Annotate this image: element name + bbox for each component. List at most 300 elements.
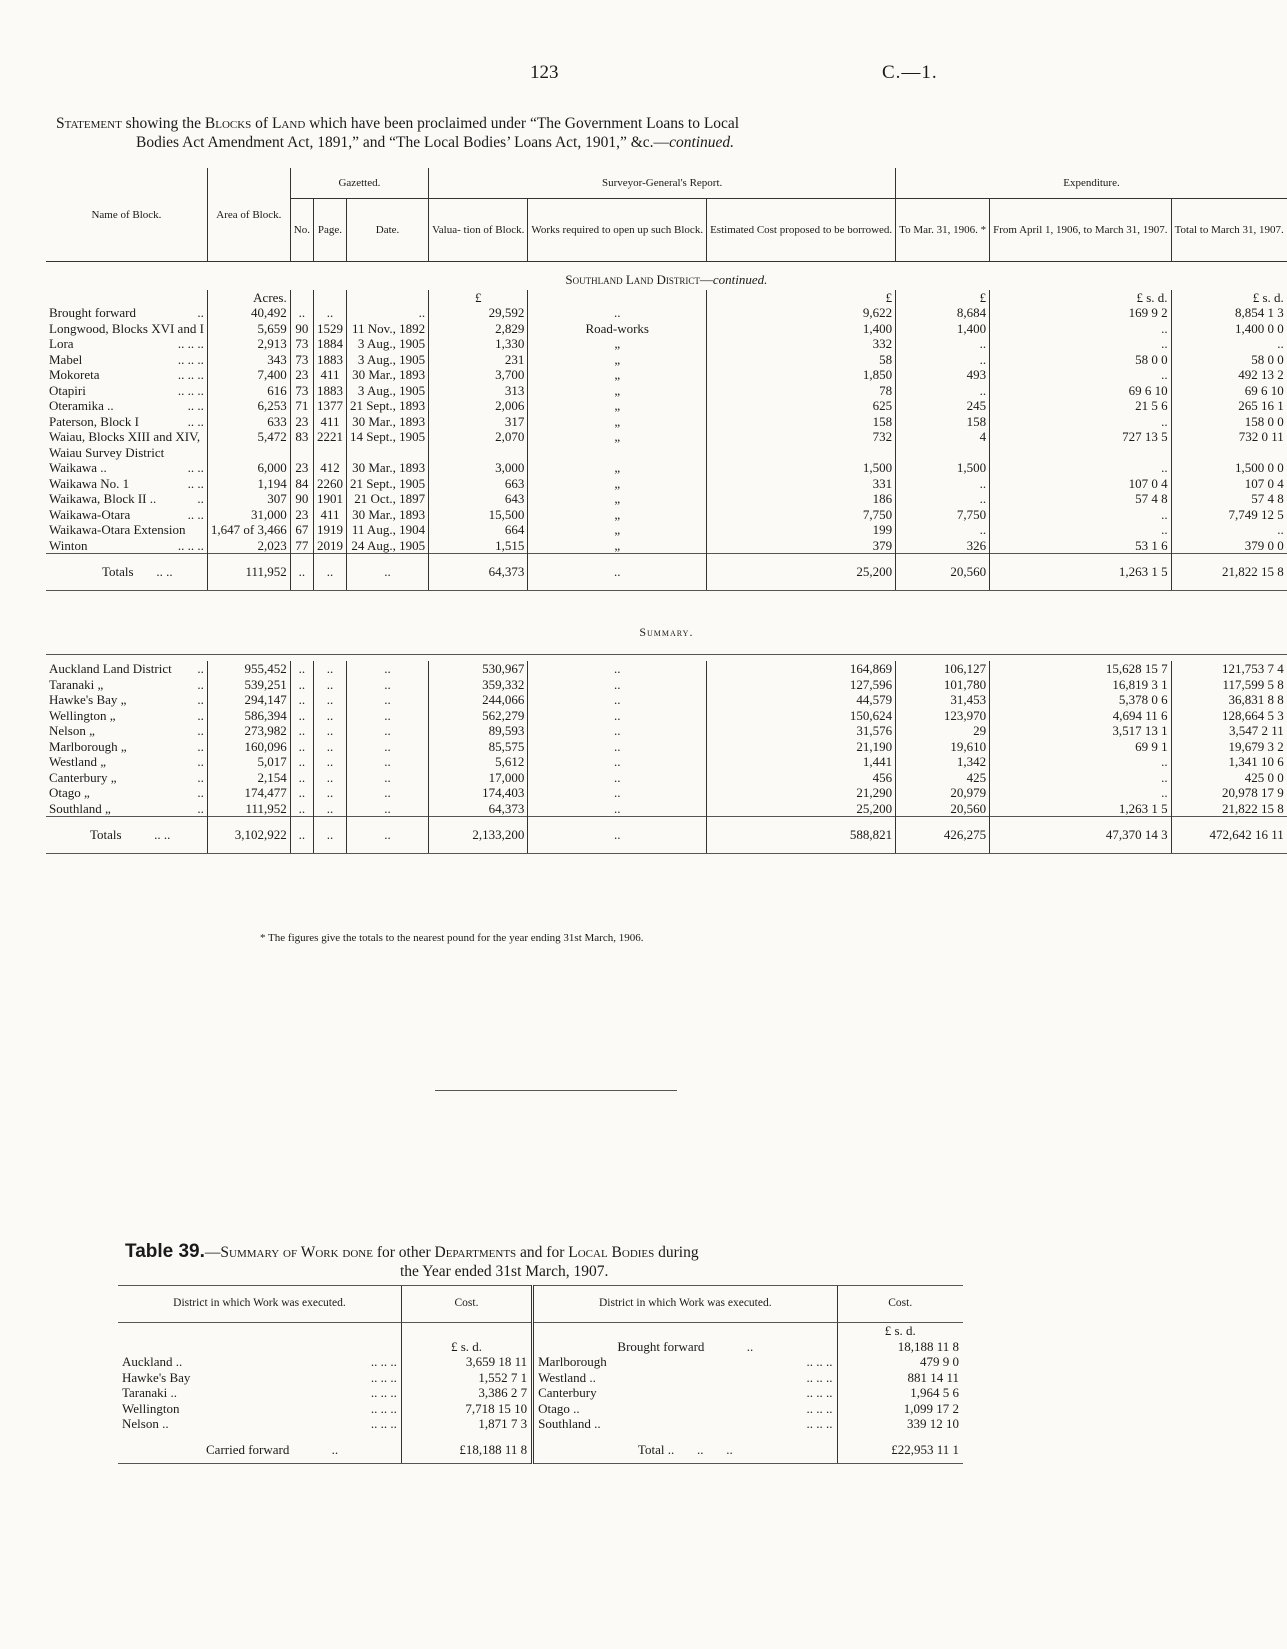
cell-from: 4,694 11 6 [990, 708, 1171, 724]
cell-page [313, 445, 346, 461]
cell-to: 31,453 [896, 692, 990, 708]
block-name: Winton .. .. .. [49, 537, 204, 553]
cell-to: 123,970 [896, 708, 990, 724]
table-39-heading [125, 1242, 1005, 1281]
cell-area: 111,952 [207, 801, 290, 817]
cell-area: 294,147 [207, 692, 290, 708]
divider [435, 1090, 677, 1091]
district-name: Hawke's Bay „ .. [49, 692, 204, 707]
cell-area: 616 [207, 383, 290, 399]
cell-from: 57 4 8 [990, 491, 1171, 507]
cell-from: .. [990, 414, 1171, 430]
cell-val: 244,066 [429, 692, 528, 708]
cell-date: 11 Nov., 1892 [346, 321, 428, 337]
cell-est: 331 [707, 476, 896, 492]
summary-row: Southland „ .. 111,952 .. .. .. 64,373 .. 25,200 20,560 1,263 1 5 21,822 15 8 [46, 801, 1287, 817]
cell-no: 23 [290, 460, 313, 476]
cell-to: 4 [896, 429, 990, 445]
cell-val: 15,500 [429, 507, 528, 523]
summary-row: Canterbury „ .. 2,154 .. .. .. 17,000 .. 456 425 .. 425 0 0 [46, 770, 1287, 786]
block-name: Mabel .. .. .. [49, 351, 204, 367]
cell-area: 6,000 [207, 460, 290, 476]
cell-date: 11 Aug., 1904 [346, 522, 428, 538]
t39-cost-header-left: Cost. [401, 1286, 532, 1323]
table-39-line-1: Table 39.—Summary of Work done for other Departments and for Local Bodies during [125, 1241, 699, 1262]
cell-area: 40,492 [207, 305, 290, 321]
cell-est: 732 [707, 429, 896, 445]
cell-area: 5,659 [207, 321, 290, 337]
t39-row [118, 1401, 963, 1417]
cell-date: 21 Sept., 1905 [346, 476, 428, 492]
district-name: Southland „ .. [49, 800, 204, 816]
table-39: District in which Work was executed. Cost. District in which Work was executed. Cost. £ s. d. £ s. d. Brought forward .. 18,188 11 8 Auckland .. .. .. .. 3,659 18 11 Marlborough .. .. .. 479 9 0 Hawke's Bay .. .. .. 1,552 7 1 Westland .. .. .. .. 881 14 11 Taranaki .. .. .. .. 3,386 2 7 Canterbury .. .. .. 1,964 5 6 Wellington .. .. .. 7,718 15 10 Otago .. .. .. .. 1,099 17 2 Nelson .. .. .. .. 1,871 7 3 Southland .. .. .. .. 339 12 10 Carried forward .. £18,188 11 8 Total .. .. .. £22,953 11 1 [118, 1285, 963, 1464]
table-row [46, 367, 1287, 383]
t39-cost-left: 7,718 15 10 [401, 1401, 532, 1417]
cell-date: 21 Sept., 1893 [346, 398, 428, 414]
cell-date: 21 Oct., 1897 [346, 491, 428, 507]
cell-to: 8,684 [896, 305, 990, 321]
col-from-apr-header: From April 1, 1906, to March 31, 1907. [990, 199, 1171, 262]
cell-area: 343 [207, 352, 290, 368]
cell-val: 643 [429, 491, 528, 507]
cell-date: 30 Mar., 1893 [346, 367, 428, 383]
cell-area [207, 445, 290, 461]
t39-district-left: Taranaki .. .. .. .. [122, 1385, 397, 1400]
cell-total: 1,500 0 0 [1171, 460, 1287, 476]
cell-no: .. [290, 305, 313, 321]
cell-no: 73 [290, 383, 313, 399]
cell-total: 732 0 11 [1171, 429, 1287, 445]
cell-works: „ [528, 476, 707, 492]
cell-est: 78 [707, 383, 896, 399]
cell-to: 245 [896, 398, 990, 414]
summary-row: Taranaki „ .. 539,251 .. .. .. 359,332 .. 127,596 101,780 16,819 3 1 117,599 5 8 [46, 677, 1287, 693]
cell-total [1171, 445, 1287, 461]
section-title: Southland Land District—continued. [565, 272, 768, 287]
cell-to: 7,750 [896, 507, 990, 523]
cell-area: 2,154 [207, 770, 290, 786]
cell-area: 5,017 [207, 754, 290, 770]
cell-works: „ [528, 352, 707, 368]
block-name: Brought forward .. [49, 305, 204, 320]
table-row [46, 445, 1287, 461]
table-row [46, 305, 1287, 321]
heading-line-2: Bodies Act Amendment Act, 1891,” and “The Local Bodies’ Loans Act, 1901,” &c.—continued. [136, 134, 735, 151]
cell-total: 1,400 0 0 [1171, 321, 1287, 337]
cell-total: 58 0 0 [1171, 352, 1287, 368]
t39-cost-left: 3,386 2 7 [401, 1385, 532, 1401]
cell-est: 127,596 [707, 677, 896, 693]
cell-est: 186 [707, 491, 896, 507]
cell-val: 317 [429, 414, 528, 430]
cell-val: 1,515 [429, 538, 528, 554]
table-row [46, 522, 1287, 538]
cell-val: 85,575 [429, 739, 528, 755]
cell-val: 17,000 [429, 770, 528, 786]
summary-row: Auckland Land District .. 955,452 .. .. .. 530,967 .. 164,869 106,127 15,628 15 7 121,753 7 4 [46, 661, 1287, 677]
cell-date: .. [346, 305, 428, 321]
cell-date: 3 Aug., 1905 [346, 336, 428, 352]
table-row [46, 460, 1287, 476]
cell-no: 23 [290, 507, 313, 523]
t39-cost-left: 1,871 7 3 [401, 1416, 532, 1432]
cell-page: 411 [313, 507, 346, 523]
page-number: 123 [530, 62, 559, 83]
cell-est: 21,190 [707, 739, 896, 755]
cell-page: 2260 [313, 476, 346, 492]
cell-from: .. [990, 460, 1171, 476]
table-row [46, 321, 1287, 337]
cell-est: 1,850 [707, 367, 896, 383]
cell-to: 29 [896, 723, 990, 739]
cell-works: „ [528, 538, 707, 554]
cell-to: 20,560 [896, 801, 990, 817]
cell-to: 326 [896, 538, 990, 554]
cell-from: .. [990, 507, 1171, 523]
cell-works: „ [528, 367, 707, 383]
t39-district-left: Auckland .. .. .. .. [122, 1354, 397, 1369]
cell-to: 19,610 [896, 739, 990, 755]
district-name: Taranaki „ .. [49, 676, 204, 692]
cell-total: 3,547 2 11 [1171, 723, 1287, 739]
cell-no [290, 445, 313, 461]
cell-page: 1919 [313, 522, 346, 538]
statement-heading [56, 114, 1056, 152]
t39-district-left: Wellington .. .. .. [122, 1400, 397, 1416]
cell-from: 727 13 5 [990, 429, 1171, 445]
cell-area: 7,400 [207, 367, 290, 383]
cell-to: 158 [896, 414, 990, 430]
block-name: Oteramika .. .. .. [49, 398, 204, 413]
t39-district-header-right: District in which Work was executed. [533, 1286, 837, 1323]
cell-to: .. [896, 336, 990, 352]
summary-row: Hawke's Bay „ .. 294,147 .. .. .. 244,066 .. 44,579 31,453 5,378 0 6 36,831 8 8 [46, 692, 1287, 708]
col-date-header: Date. [346, 199, 428, 262]
cell-area: 633 [207, 414, 290, 430]
cell-page: 2019 [313, 538, 346, 554]
cell-area: 6,253 [207, 398, 290, 414]
district-name: Marlborough „ .. [49, 738, 204, 754]
cell-est: 21,290 [707, 785, 896, 801]
col-page-header: Page. [313, 199, 346, 262]
cell-val: 3,700 [429, 367, 528, 383]
cell-val: 359,332 [429, 677, 528, 693]
col-expenditure-header: Expenditure. [896, 168, 1287, 199]
table-row [46, 398, 1287, 414]
cell-date: 24 Aug., 1905 [346, 538, 428, 554]
cell-page: 1883 [313, 383, 346, 399]
cell-from: 58 0 0 [990, 352, 1171, 368]
cell-works: „ [528, 507, 707, 523]
cell-to [896, 445, 990, 461]
cell-est: 1,441 [707, 754, 896, 770]
cell-date: 30 Mar., 1893 [346, 507, 428, 523]
cell-to: .. [896, 383, 990, 399]
cell-area: 586,394 [207, 708, 290, 724]
cell-area: 1,194 [207, 476, 290, 492]
table-row [46, 476, 1287, 492]
cell-page: 2221 [313, 429, 346, 445]
cell-to: .. [896, 352, 990, 368]
t39-total-value: £22,953 11 1 [837, 1432, 963, 1464]
t39-district-right: Marlborough .. .. .. [533, 1354, 837, 1370]
col-gazetted-header: Gazetted. [290, 168, 428, 199]
cell-est: 332 [707, 336, 896, 352]
cell-to: .. [896, 491, 990, 507]
district-name: Wellington „ .. [49, 707, 204, 723]
col-total-header: Total to March 31, 1907. [1171, 199, 1287, 262]
table-row [46, 383, 1287, 399]
summary-row: Otago „ .. 174,477 .. .. .. 174,403 .. 21,290 20,979 .. 20,978 17 9 [46, 785, 1287, 801]
cell-to: .. [896, 522, 990, 538]
cell-works: „ [528, 336, 707, 352]
summary-row: Westland „ .. 5,017 .. .. .. 5,612 .. 1,441 1,342 .. 1,341 10 6 [46, 754, 1287, 770]
block-name: Waikawa No. 1 .. .. [49, 475, 204, 491]
cell-from: 1,263 1 5 [990, 801, 1171, 817]
cell-to: 1,500 [896, 460, 990, 476]
t39-carried-forward: Carried forward .. [118, 1432, 401, 1464]
t39-cost-right: 1,099 17 2 [837, 1401, 963, 1417]
cell-no: 67 [290, 522, 313, 538]
cell-from: .. [990, 770, 1171, 786]
cell-from: 69 9 1 [990, 739, 1171, 755]
cell-from: .. [990, 522, 1171, 538]
totals-row: Totals .. .. 111,952 .. .. .. 64,373 .. 25,200 20,560 1,263 1 5 21,822 15 8 [46, 554, 1287, 591]
table-39-line-2: the Year ended 31st March, 1907. [400, 1263, 609, 1280]
cell-total: 21,822 15 8 [1171, 801, 1287, 817]
blocks-table [46, 168, 1287, 854]
cell-from: 21 5 6 [990, 398, 1171, 414]
cell-total: 8,854 1 3 [1171, 305, 1287, 321]
cell-date: 3 Aug., 1905 [346, 383, 428, 399]
cell-no: 83 [290, 429, 313, 445]
cell-works: „ [528, 460, 707, 476]
cell-val: 5,612 [429, 754, 528, 770]
cell-val: 313 [429, 383, 528, 399]
cell-no: 77 [290, 538, 313, 554]
cell-works: Road-works [528, 321, 707, 337]
cell-val: 231 [429, 352, 528, 368]
t39-row [118, 1416, 963, 1432]
cell-page: 411 [313, 367, 346, 383]
t39-district-right: Southland .. .. .. .. [533, 1416, 837, 1432]
cell-from: .. [990, 754, 1171, 770]
cell-date: 3 Aug., 1905 [346, 352, 428, 368]
t39-cost-left: 1,552 7 1 [401, 1370, 532, 1386]
cell-est: 9,622 [707, 305, 896, 321]
cell-total: 265 16 1 [1171, 398, 1287, 414]
cell-est: 164,869 [707, 661, 896, 677]
cell-date [346, 445, 428, 461]
cell-works: .. [528, 305, 707, 321]
cell-from: .. [990, 367, 1171, 383]
cell-total: 117,599 5 8 [1171, 677, 1287, 693]
cell-total: 57 4 8 [1171, 491, 1287, 507]
cell-area: 2,913 [207, 336, 290, 352]
cell-to: 1,400 [896, 321, 990, 337]
col-no-header: No. [290, 199, 313, 262]
cell-val: 530,967 [429, 661, 528, 677]
cell-total: 492 13 2 [1171, 367, 1287, 383]
cell-no: 73 [290, 352, 313, 368]
t39-brought-forward: Brought forward .. [533, 1339, 837, 1355]
cell-val: 664 [429, 522, 528, 538]
cell-total: .. [1171, 336, 1287, 352]
block-name: Mokoreta .. .. .. [49, 367, 204, 382]
cell-est: 7,750 [707, 507, 896, 523]
cell-works [528, 445, 707, 461]
cell-to: 101,780 [896, 677, 990, 693]
cell-est: 625 [707, 398, 896, 414]
cell-val: 3,000 [429, 460, 528, 476]
t39-district-header-left: District in which Work was executed. [118, 1286, 401, 1323]
cell-area: 160,096 [207, 739, 290, 755]
table-row [46, 352, 1287, 368]
cell-est: 158 [707, 414, 896, 430]
cell-total: 107 0 4 [1171, 476, 1287, 492]
cell-works: „ [528, 383, 707, 399]
district-name: Otago „ .. [49, 785, 204, 800]
cell-page: 1901 [313, 491, 346, 507]
cell-works: „ [528, 398, 707, 414]
cell-page: 1883 [313, 352, 346, 368]
cell-from: 169 9 2 [990, 305, 1171, 321]
cell-est: 199 [707, 522, 896, 538]
cell-total: .. [1171, 522, 1287, 538]
cell-no: 23 [290, 414, 313, 430]
cell-total: 19,679 3 2 [1171, 739, 1287, 755]
cell-val: 2,829 [429, 321, 528, 337]
cell-from: .. [990, 321, 1171, 337]
district-name: Westland „ .. [49, 754, 204, 769]
cell-total: 128,664 5 3 [1171, 708, 1287, 724]
cell-from: .. [990, 785, 1171, 801]
cell-val: 562,279 [429, 708, 528, 724]
cell-val: 64,373 [429, 801, 528, 817]
block-name: Otapiri .. .. .. [49, 382, 204, 398]
cell-area: 174,477 [207, 785, 290, 801]
cell-est: 150,624 [707, 708, 896, 724]
table-row [46, 429, 1287, 445]
cell-works: „ [528, 429, 707, 445]
t39-total: Total .. .. .. [533, 1432, 837, 1464]
cell-date: 30 Mar., 1893 [346, 414, 428, 430]
cell-no: 84 [290, 476, 313, 492]
cell-val: 29,592 [429, 305, 528, 321]
t39-cost-right: 339 12 10 [837, 1416, 963, 1432]
cell-area: 955,452 [207, 661, 290, 677]
cell-val: 174,403 [429, 785, 528, 801]
cell-total: 1,341 10 6 [1171, 754, 1287, 770]
col-name-header: Name of Block. [46, 168, 207, 262]
block-name: Waiau, Blocks XIII and XIV, [49, 429, 201, 444]
cell-area: 539,251 [207, 677, 290, 693]
cell-total: 158 0 0 [1171, 414, 1287, 430]
cell-total: 379 0 0 [1171, 538, 1287, 554]
block-name: Waikawa, Block II .. .. [49, 491, 204, 506]
cell-date: 14 Sept., 1905 [346, 429, 428, 445]
cell-area: 273,982 [207, 723, 290, 739]
cell-total: 7,749 12 5 [1171, 507, 1287, 523]
cell-works: „ [528, 522, 707, 538]
block-name: Longwood, Blocks XVI and I [49, 320, 204, 336]
cell-works: „ [528, 414, 707, 430]
table-row [46, 491, 1287, 507]
table-row [46, 507, 1287, 523]
t39-district-right: Westland .. .. .. .. [533, 1370, 837, 1386]
cell-val [429, 445, 528, 461]
cell-to: 425 [896, 770, 990, 786]
table-row [46, 336, 1287, 352]
summary-row: Marlborough „ .. 160,096 .. .. .. 85,575 .. 21,190 19,610 69 9 1 19,679 3 2 [46, 739, 1287, 755]
cell-est: 58 [707, 352, 896, 368]
t39-district-right: Canterbury .. .. .. [533, 1385, 837, 1401]
t39-district-right: Otago .. .. .. .. [533, 1401, 837, 1417]
t39-district-left: Nelson .. .. .. .. [122, 1416, 397, 1431]
cell-page: 1377 [313, 398, 346, 414]
col-estimated-header: Estimated Cost proposed to be borrowed. [707, 199, 896, 262]
cell-from: 107 0 4 [990, 476, 1171, 492]
cell-from: 69 6 10 [990, 383, 1171, 399]
cell-total: 20,978 17 9 [1171, 785, 1287, 801]
block-name: Waikawa-Otara Extension [49, 522, 186, 537]
cell-area: 307 [207, 491, 290, 507]
t39-cost-right: 479 9 0 [837, 1354, 963, 1370]
t39-brought-forward-value: 18,188 11 8 [837, 1339, 963, 1355]
t39-district-left: Hawke's Bay .. .. .. [122, 1369, 397, 1385]
cell-page: 1884 [313, 336, 346, 352]
cell-no: 71 [290, 398, 313, 414]
cell-from: 3,517 13 1 [990, 723, 1171, 739]
cell-total: 36,831 8 8 [1171, 692, 1287, 708]
cell-no: 73 [290, 336, 313, 352]
summary-row: Wellington „ .. 586,394 .. .. .. 562,279 .. 150,624 123,970 4,694 11 6 128,664 5 3 [46, 708, 1287, 724]
cell-est: 1,500 [707, 460, 896, 476]
cell-no: 23 [290, 367, 313, 383]
t39-row [118, 1385, 963, 1401]
summary-row: Nelson „ .. 273,982 .. .. .. 89,593 .. 31,576 29 3,517 13 1 3,547 2 11 [46, 723, 1287, 739]
cell-date: 30 Mar., 1893 [346, 460, 428, 476]
cell-no: 90 [290, 321, 313, 337]
cell-total: 121,753 7 4 [1171, 661, 1287, 677]
cell-area: 31,000 [207, 507, 290, 523]
cell-from: 16,819 3 1 [990, 677, 1171, 693]
cell-page: 411 [313, 414, 346, 430]
col-area-header: Area of Block. [207, 168, 290, 262]
summary-title: Summary. [46, 590, 1287, 655]
cell-est: 456 [707, 770, 896, 786]
district-name: Canterbury „ .. [49, 769, 204, 785]
t39-row [118, 1354, 963, 1370]
t39-cost-header-right: Cost. [837, 1286, 963, 1323]
table-row [46, 538, 1287, 554]
cell-est: 379 [707, 538, 896, 554]
cell-to: .. [896, 476, 990, 492]
col-surveyor-header: Surveyor-General's Report. [429, 168, 896, 199]
cell-area: 2,023 [207, 538, 290, 554]
document-reference: C.—1. [882, 62, 938, 83]
cell-total: 425 0 0 [1171, 770, 1287, 786]
t39-cost-right: 1,964 5 6 [837, 1385, 963, 1401]
cell-val: 2,006 [429, 398, 528, 414]
block-name: Waiau Survey District [49, 444, 165, 460]
block-name: Waikawa-Otara .. .. [49, 506, 204, 522]
cell-est: 44,579 [707, 692, 896, 708]
cell-est: 25,200 [707, 801, 896, 817]
cell-val: 2,070 [429, 429, 528, 445]
t39-cost-right: 881 14 11 [837, 1370, 963, 1386]
block-name: Waikawa .. .. .. [49, 460, 204, 475]
